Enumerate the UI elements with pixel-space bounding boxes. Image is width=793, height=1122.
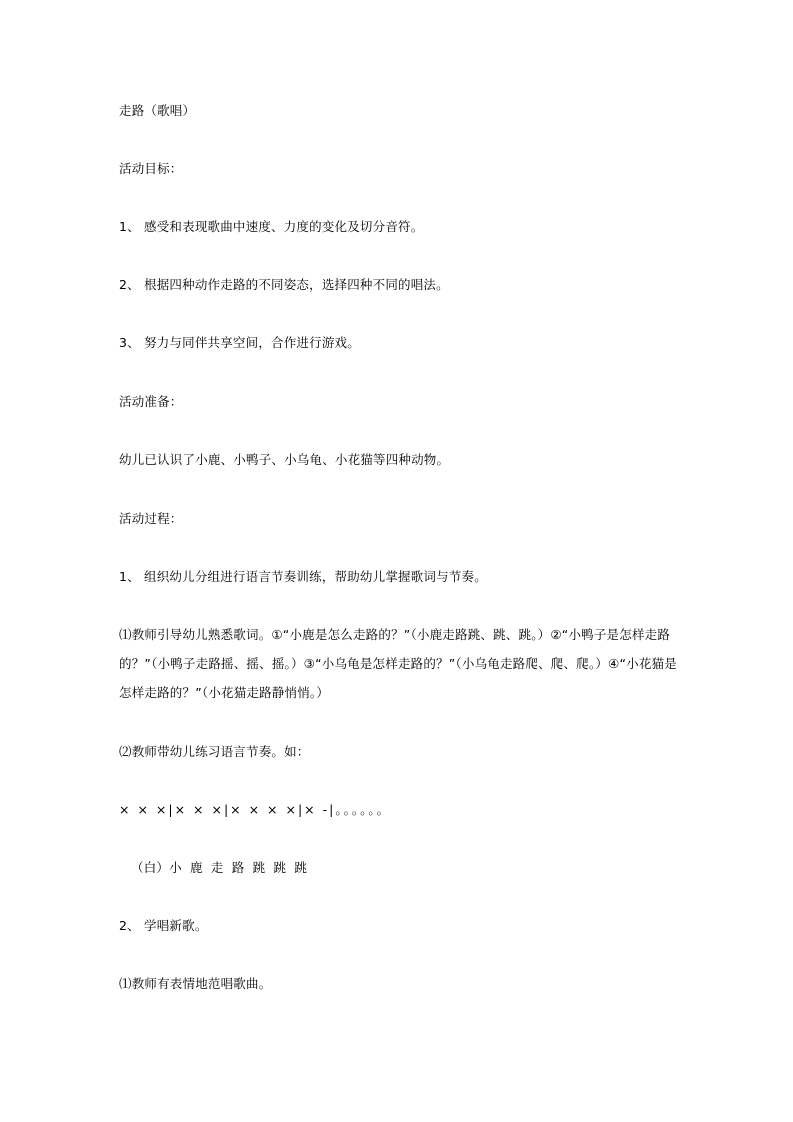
prep-heading: 活动准备： xyxy=(119,394,183,409)
process-heading: 活动过程： xyxy=(119,511,183,526)
rhythm-line: × × ×|× × ×|× × × ×|× -|。。。。。。 xyxy=(119,802,392,817)
document-title: 走路（歌唱） xyxy=(119,103,196,118)
goal-item: 3、 努力与同伴共享空间，合作进行游戏。 xyxy=(119,335,360,350)
step-2-sub-1: ⑴教师有表情地范唱歌曲。 xyxy=(119,976,272,991)
step-2: 2、 学唱新歌。 xyxy=(119,918,208,933)
prep-text: 幼儿已认识了小鹿、小鸭子、小乌龟、小花猫等四种动物。 xyxy=(119,452,450,467)
goals-heading: 活动目标： xyxy=(119,161,183,176)
goal-item: 2、 根据四种动作走路的不同姿态，选择四种不同的唱法。 xyxy=(119,277,449,292)
lyric-line: （白）小 鹿 走 路 跳 跳 跳 xyxy=(131,860,308,875)
step-1: 1、 组织幼儿分组进行语言节奏训练，帮助幼儿掌握歌词与节奏。 xyxy=(119,569,487,584)
goal-item: 1、 感受和表现歌曲中速度、力度的变化及切分音符。 xyxy=(119,219,424,234)
step-1-sub-1: ⑴教师引导幼儿熟悉歌词。①“小鹿是怎么走路的？”（小鹿走路跳、跳、跳。）②“小鸭子是怎样走路的？”（小鸭子走路摇、摇、摇。）③“小乌龟是怎样走路的？”（小乌龟走路爬、爬、爬。）④“小花猫是怎样走路的？”（小花猫走路静悄悄。） xyxy=(119,627,677,700)
step-1-sub-2: ⑵教师带幼儿练习语言节奏。如： xyxy=(119,744,310,759)
